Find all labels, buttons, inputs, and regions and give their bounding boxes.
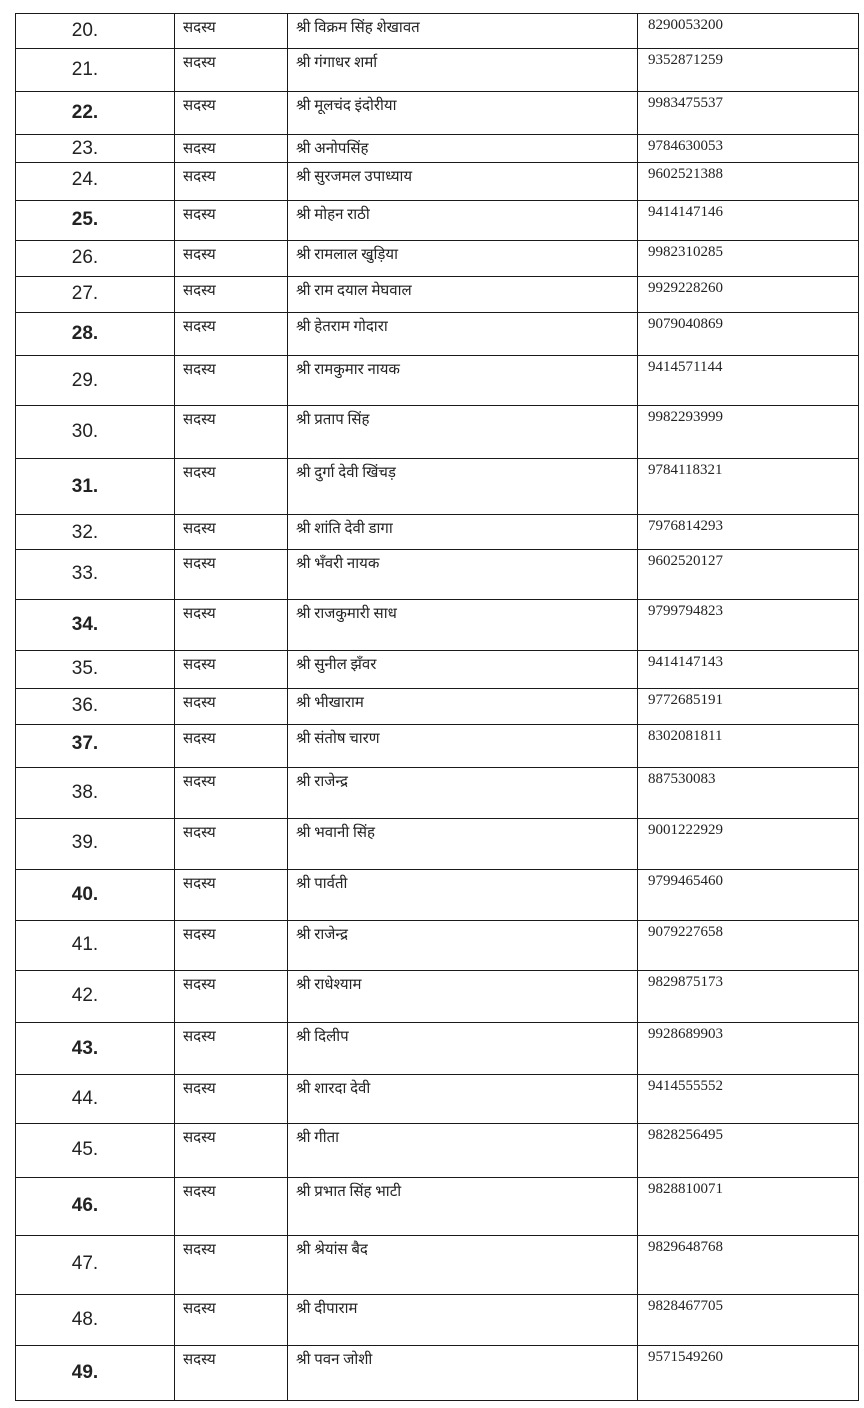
phone-number: 9784118321 — [648, 462, 723, 478]
member-name: श्री शारदा देवी — [296, 1081, 371, 1097]
serial-number-cell — [16, 459, 175, 515]
serial-number-cell — [16, 1178, 175, 1236]
phone-number: 9352871259 — [648, 52, 723, 68]
phone-number: 9829875173 — [648, 974, 723, 990]
phone-number: 9414147146 — [648, 204, 723, 220]
role-cell — [175, 1075, 288, 1124]
role-cell — [175, 600, 288, 651]
role-cell — [175, 515, 288, 550]
phone-number: 9983475537 — [648, 95, 723, 111]
member-role: सदस्य — [183, 731, 216, 747]
phone-cell — [638, 1124, 859, 1178]
phone-number: 9602521388 — [648, 166, 723, 182]
phone-cell — [638, 201, 859, 241]
serial-number: 26. — [71, 247, 99, 268]
table-row — [16, 689, 859, 725]
phone-cell — [638, 1023, 859, 1075]
phone-number: 9414147143 — [648, 654, 723, 670]
role-cell — [175, 1178, 288, 1236]
name-cell — [288, 92, 638, 135]
serial-number-cell — [16, 1346, 175, 1401]
member-role: सदस्य — [183, 319, 216, 335]
table-row — [16, 201, 859, 241]
phone-number: 9982293999 — [648, 409, 723, 425]
member-name: श्री सुनील झँवर — [296, 657, 377, 673]
serial-number-cell — [16, 971, 175, 1023]
role-cell — [175, 651, 288, 689]
name-cell — [288, 277, 638, 313]
serial-number: 30. — [71, 421, 99, 442]
phone-cell — [638, 768, 859, 819]
table-row — [16, 163, 859, 201]
phone-number: 9414555552 — [648, 1078, 723, 1094]
name-cell — [288, 313, 638, 356]
role-cell — [175, 1124, 288, 1178]
name-cell — [288, 1023, 638, 1075]
serial-number-cell — [16, 1075, 175, 1124]
member-role: सदस्य — [183, 1301, 216, 1317]
member-name: श्री अनोपसिंह — [296, 141, 369, 157]
name-cell — [288, 768, 638, 819]
table-row — [16, 725, 859, 768]
table-row — [16, 1075, 859, 1124]
serial-number: 39. — [71, 832, 99, 853]
name-cell — [288, 1295, 638, 1346]
table-row — [16, 313, 859, 356]
member-role: सदस्य — [183, 465, 216, 481]
member-role: सदस्य — [183, 98, 216, 114]
serial-number: 21. — [71, 59, 99, 80]
serial-number: 40. — [71, 884, 99, 905]
member-role: सदस्य — [183, 1081, 216, 1097]
serial-number-cell — [16, 1023, 175, 1075]
member-name: श्री शांति देवी डागा — [296, 521, 393, 537]
name-cell — [288, 870, 638, 921]
name-cell — [288, 725, 638, 768]
phone-number: 9001222929 — [648, 822, 723, 838]
phone-number: 9828256495 — [648, 1127, 723, 1143]
serial-number-cell — [16, 14, 175, 49]
phone-number: 9828467705 — [648, 1298, 723, 1314]
serial-number: 22. — [71, 102, 99, 123]
member-role: सदस्य — [183, 55, 216, 71]
serial-number: 32. — [71, 522, 99, 543]
name-cell — [288, 14, 638, 49]
role-cell — [175, 1236, 288, 1295]
member-role: सदस्य — [183, 207, 216, 223]
table-row — [16, 241, 859, 277]
table-row — [16, 819, 859, 870]
member-role: सदस्य — [183, 556, 216, 572]
table-row — [16, 356, 859, 406]
member-role: सदस्य — [183, 1029, 216, 1045]
member-name: श्री पार्वती — [296, 876, 348, 892]
table-row — [16, 92, 859, 135]
member-name: श्री श्रेयांस बैद — [296, 1242, 368, 1258]
member-name: श्री गंगाधर शर्मा — [296, 55, 378, 71]
table-row — [16, 921, 859, 971]
role-cell — [175, 550, 288, 600]
phone-cell — [638, 1346, 859, 1401]
name-cell — [288, 459, 638, 515]
phone-cell — [638, 277, 859, 313]
serial-number: 38. — [71, 782, 99, 803]
members-table — [15, 13, 859, 1401]
serial-number: 20. — [71, 20, 99, 41]
table-row — [16, 1178, 859, 1236]
phone-number: 9982310285 — [648, 244, 723, 260]
phone-cell — [638, 356, 859, 406]
name-cell — [288, 515, 638, 550]
role-cell — [175, 135, 288, 163]
phone-number: 9784630053 — [648, 138, 723, 154]
name-cell — [288, 651, 638, 689]
serial-number: 48. — [71, 1309, 99, 1330]
table-row — [16, 14, 859, 49]
serial-number-cell — [16, 819, 175, 870]
phone-cell — [638, 550, 859, 600]
serial-number: 28. — [71, 323, 99, 344]
member-role: सदस्य — [183, 521, 216, 537]
phone-cell — [638, 49, 859, 92]
table-row — [16, 459, 859, 515]
table-row — [16, 651, 859, 689]
serial-number-cell — [16, 870, 175, 921]
serial-number: 23. — [71, 138, 99, 159]
table-row — [16, 406, 859, 459]
member-name: श्री मोहन राठी — [296, 207, 370, 223]
serial-number: 47. — [71, 1253, 99, 1274]
phone-number: 9079040869 — [648, 316, 723, 332]
serial-number-cell — [16, 1236, 175, 1295]
member-role: सदस्य — [183, 774, 216, 790]
member-name: श्री दीपाराम — [296, 1301, 358, 1317]
name-cell — [288, 1124, 638, 1178]
serial-number-cell — [16, 550, 175, 600]
phone-number: 8290053200 — [648, 17, 723, 33]
name-cell — [288, 1178, 638, 1236]
phone-cell — [638, 459, 859, 515]
phone-cell — [638, 241, 859, 277]
phone-number: 9829648768 — [648, 1239, 723, 1255]
serial-number: 42. — [71, 985, 99, 1006]
table-row — [16, 1023, 859, 1075]
serial-number-cell — [16, 689, 175, 725]
table-row — [16, 768, 859, 819]
serial-number: 29. — [71, 370, 99, 391]
phone-cell — [638, 135, 859, 163]
phone-cell — [638, 515, 859, 550]
serial-number-cell — [16, 515, 175, 550]
serial-number-cell — [16, 135, 175, 163]
serial-number-cell — [16, 651, 175, 689]
member-name: श्री भँवरी नायक — [296, 556, 380, 572]
serial-number-cell — [16, 921, 175, 971]
name-cell — [288, 600, 638, 651]
phone-cell — [638, 92, 859, 135]
name-cell — [288, 1346, 638, 1401]
member-role: सदस्य — [183, 1130, 216, 1146]
serial-number-cell — [16, 313, 175, 356]
role-cell — [175, 201, 288, 241]
member-name: श्री मूलचंद इंदोरीया — [296, 98, 397, 114]
phone-cell — [638, 1236, 859, 1295]
role-cell — [175, 459, 288, 515]
member-role: सदस्य — [183, 412, 216, 428]
member-name: श्री राजेन्द्र — [296, 774, 349, 790]
member-role: सदस्य — [183, 1184, 216, 1200]
member-name: श्री राजेन्द्र — [296, 927, 349, 943]
name-cell — [288, 971, 638, 1023]
role-cell — [175, 870, 288, 921]
serial-number-cell — [16, 49, 175, 92]
name-cell — [288, 163, 638, 201]
phone-number: 9828810071 — [648, 1181, 723, 1197]
serial-number: 25. — [71, 209, 99, 230]
member-role: सदस्य — [183, 169, 216, 185]
member-name: श्री भवानी सिंह — [296, 825, 375, 841]
name-cell — [288, 201, 638, 241]
phone-cell — [638, 1178, 859, 1236]
member-role: सदस्य — [183, 657, 216, 673]
phone-number: 9602520127 — [648, 553, 723, 569]
phone-number: 9571549260 — [648, 1349, 723, 1365]
serial-number-cell — [16, 768, 175, 819]
member-role: सदस्य — [183, 20, 216, 36]
phone-cell — [638, 725, 859, 768]
member-role: सदस्य — [183, 1352, 216, 1368]
phone-cell — [638, 689, 859, 725]
phone-number: 8302081811 — [648, 728, 723, 744]
phone-cell — [638, 921, 859, 971]
member-name: श्री प्रताप सिंह — [296, 412, 370, 428]
phone-number: 9772685191 — [648, 692, 723, 708]
phone-cell — [638, 406, 859, 459]
member-role: सदस्य — [183, 1242, 216, 1258]
phone-cell — [638, 819, 859, 870]
phone-number: 9799794823 — [648, 603, 723, 619]
name-cell — [288, 135, 638, 163]
phone-number: 9799465460 — [648, 873, 723, 889]
phone-number: 9929228260 — [648, 280, 723, 296]
table-row — [16, 870, 859, 921]
table-row — [16, 1295, 859, 1346]
name-cell — [288, 819, 638, 870]
serial-number-cell — [16, 163, 175, 201]
name-cell — [288, 406, 638, 459]
serial-number-cell — [16, 406, 175, 459]
phone-number: 887530083 — [648, 771, 716, 787]
serial-number-cell — [16, 725, 175, 768]
member-name: श्री सुरजमल उपाध्याय — [296, 169, 413, 185]
role-cell — [175, 921, 288, 971]
member-name: श्री राम दयाल मेघवाल — [296, 283, 412, 299]
table-row — [16, 135, 859, 163]
member-name: श्री हेतराम गोदारा — [296, 319, 388, 335]
name-cell — [288, 49, 638, 92]
role-cell — [175, 406, 288, 459]
member-name: श्री दुर्गा देवी खिंचड़ — [296, 465, 396, 481]
role-cell — [175, 971, 288, 1023]
name-cell — [288, 1075, 638, 1124]
member-name: श्री संतोष चारण — [296, 731, 380, 747]
member-role: सदस्य — [183, 825, 216, 841]
serial-number: 37. — [71, 733, 99, 754]
phone-number: 9079227658 — [648, 924, 723, 940]
phone-number: 7976814293 — [648, 518, 723, 534]
serial-number-cell — [16, 1295, 175, 1346]
member-name: श्री राजकुमारी साध — [296, 606, 397, 622]
role-cell — [175, 277, 288, 313]
name-cell — [288, 356, 638, 406]
serial-number-cell — [16, 201, 175, 241]
serial-number-cell — [16, 356, 175, 406]
role-cell — [175, 768, 288, 819]
phone-cell — [638, 14, 859, 49]
serial-number: 24. — [71, 169, 99, 190]
member-name: श्री विक्रम सिंह शेखावत — [296, 20, 420, 36]
member-role: सदस्य — [183, 876, 216, 892]
serial-number: 33. — [71, 563, 99, 584]
member-role: सदस्य — [183, 247, 216, 263]
member-name: श्री रामकुमार नायक — [296, 362, 400, 378]
phone-cell — [638, 651, 859, 689]
member-name: श्री दिलीप — [296, 1029, 349, 1045]
member-name: श्री पवन जोशी — [296, 1352, 373, 1368]
serial-number: 46. — [71, 1195, 99, 1216]
role-cell — [175, 313, 288, 356]
member-role: सदस्य — [183, 606, 216, 622]
name-cell — [288, 689, 638, 725]
member-role: सदस्य — [183, 927, 216, 943]
role-cell — [175, 241, 288, 277]
member-name: श्री भीखाराम — [296, 695, 364, 711]
serial-number-cell — [16, 92, 175, 135]
serial-number-cell — [16, 277, 175, 313]
table-row — [16, 515, 859, 550]
member-role: सदस्य — [183, 362, 216, 378]
role-cell — [175, 1295, 288, 1346]
serial-number: 36. — [71, 695, 99, 716]
table-row — [16, 1236, 859, 1295]
phone-cell — [638, 600, 859, 651]
role-cell — [175, 92, 288, 135]
name-cell — [288, 241, 638, 277]
members-table-body — [16, 14, 859, 1401]
role-cell — [175, 689, 288, 725]
serial-number: 49. — [71, 1362, 99, 1383]
serial-number: 43. — [71, 1038, 99, 1059]
serial-number: 41. — [71, 934, 99, 955]
member-name: श्री राधेश्याम — [296, 977, 362, 993]
phone-cell — [638, 313, 859, 356]
role-cell — [175, 163, 288, 201]
phone-cell — [638, 1075, 859, 1124]
role-cell — [175, 14, 288, 49]
role-cell — [175, 1346, 288, 1401]
table-row — [16, 1346, 859, 1401]
name-cell — [288, 1236, 638, 1295]
member-role: सदस्य — [183, 141, 216, 157]
phone-cell — [638, 1295, 859, 1346]
serial-number-cell — [16, 1124, 175, 1178]
phone-number: 9928689903 — [648, 1026, 723, 1042]
role-cell — [175, 49, 288, 92]
serial-number: 34. — [71, 614, 99, 635]
member-role: सदस्य — [183, 695, 216, 711]
serial-number: 45. — [71, 1139, 99, 1160]
member-name: श्री प्रभात सिंह भाटी — [296, 1184, 402, 1200]
table-row — [16, 550, 859, 600]
role-cell — [175, 1023, 288, 1075]
phone-cell — [638, 971, 859, 1023]
serial-number: 44. — [71, 1088, 99, 1109]
role-cell — [175, 819, 288, 870]
phone-cell — [638, 163, 859, 201]
role-cell — [175, 356, 288, 406]
member-role: सदस्य — [183, 283, 216, 299]
table-row — [16, 49, 859, 92]
name-cell — [288, 550, 638, 600]
phone-number: 9414571144 — [648, 359, 723, 375]
member-name: श्री गीता — [296, 1130, 340, 1146]
serial-number: 35. — [71, 658, 99, 679]
name-cell — [288, 921, 638, 971]
serial-number-cell — [16, 241, 175, 277]
serial-number: 31. — [71, 476, 99, 497]
serial-number-cell — [16, 600, 175, 651]
table-row — [16, 277, 859, 313]
serial-number: 27. — [71, 283, 99, 304]
phone-cell — [638, 870, 859, 921]
member-name: श्री रामलाल खुड़िया — [296, 247, 398, 263]
member-role: सदस्य — [183, 977, 216, 993]
role-cell — [175, 725, 288, 768]
table-row — [16, 600, 859, 651]
table-row — [16, 1124, 859, 1178]
table-row — [16, 971, 859, 1023]
